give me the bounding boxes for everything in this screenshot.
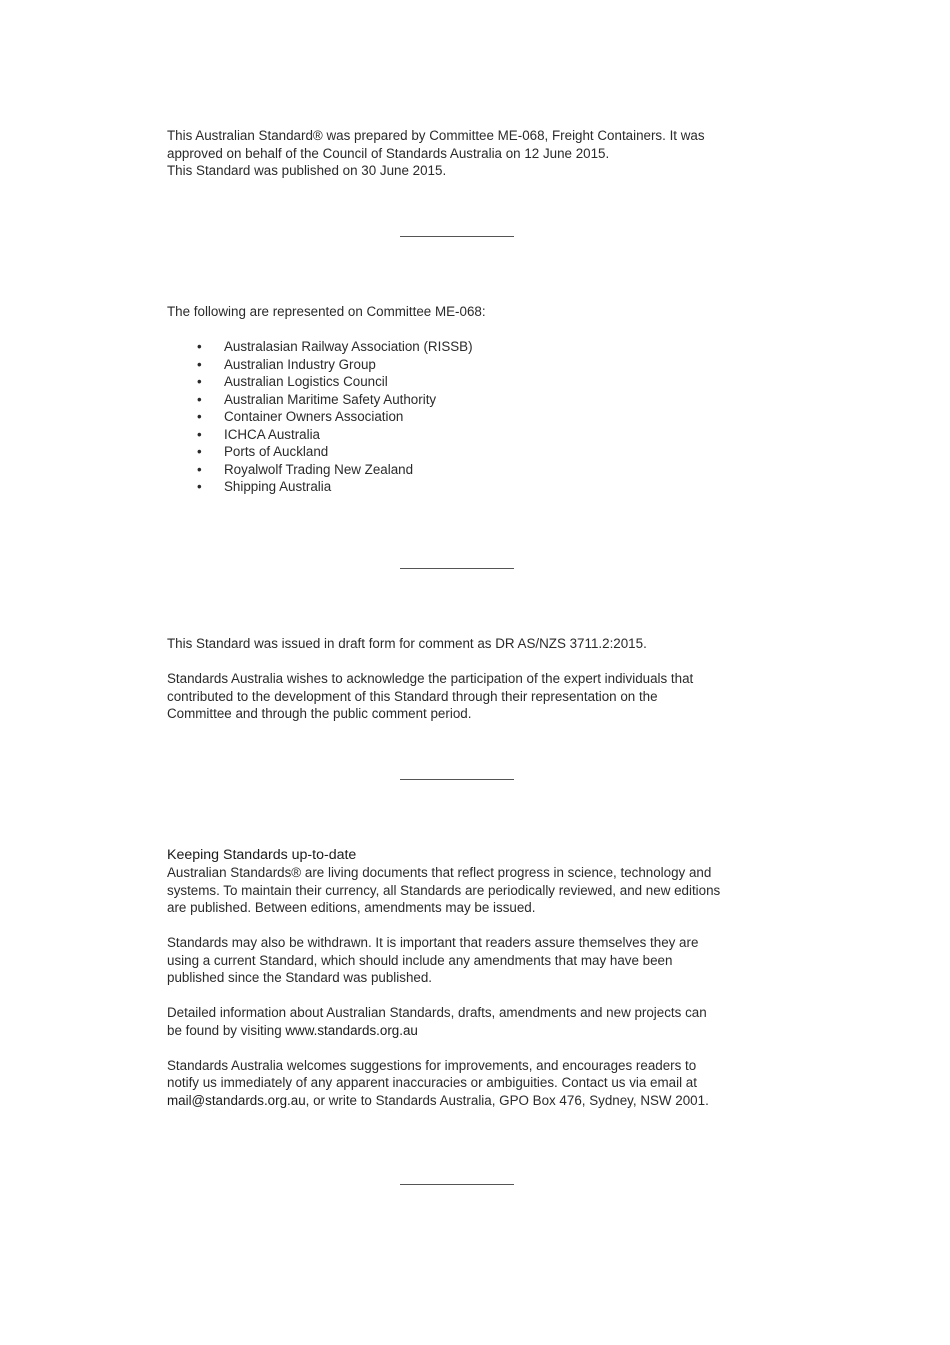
email-link[interactable]: mail@standards.org.au bbox=[167, 1092, 306, 1108]
paragraph-line: systems. To maintain their currency, all Standards are periodically reviewed, and new editions bbox=[167, 882, 721, 898]
list-item: • ICHCA Australia bbox=[197, 426, 321, 442]
paragraph-line: using a current Standard, which should include any amendments that may have been bbox=[167, 952, 673, 968]
paragraph-line: Standards Australia welcomes suggestions for improvements, and encourages readers to bbox=[167, 1057, 697, 1073]
paragraph-line: Detailed information about Australian Standards, drafts, amendments and new projects can bbox=[167, 1005, 707, 1020]
acknowledgement-line-2: contributed to the development of this Standard through their representation on the bbox=[167, 688, 658, 704]
paragraph-line: are published. Between editions, amendments may be issued. bbox=[167, 900, 536, 915]
paragraph-line: notify us immediately of any apparent inaccuracies or ambiguities. Contact us via email at bbox=[167, 1075, 697, 1090]
list-item: • Australasian Railway Association (RISSB) bbox=[197, 339, 473, 354]
prep-line-1: This Australian Standard® was prepared by Committee ME-068, Freight Containers. It was bbox=[167, 128, 705, 143]
list-item: • Container Owners Association bbox=[197, 409, 404, 424]
acknowledgement-line-3: Committee and through the public comment period. bbox=[167, 706, 472, 721]
paragraph-line: Australian Standards® are living documents that reflect progress in science, technology and bbox=[167, 865, 712, 880]
bullet-icon: • bbox=[197, 391, 202, 407]
divider-rule bbox=[400, 779, 514, 780]
committee-intro: The following are represented on Committee ME-068: bbox=[167, 304, 486, 319]
draft-notice: This Standard was issued in draft form for comment as DR AS/NZS 3711.2:2015. bbox=[167, 636, 647, 651]
divider-rule bbox=[400, 1184, 514, 1185]
bullet-icon: • bbox=[197, 409, 202, 424]
website-link[interactable]: www.standards.org.au bbox=[285, 1022, 418, 1038]
list-item: • Australian Industry Group bbox=[197, 356, 376, 372]
preparation-notice bbox=[167, 127, 767, 180]
bullet-icon: • bbox=[197, 356, 202, 372]
paragraph-line: Standards may also be withdrawn. It is important that readers assure themselves they are bbox=[167, 935, 699, 950]
list-item: • Ports of Auckland bbox=[197, 444, 329, 459]
draft-section bbox=[167, 635, 767, 723]
committee-members-list bbox=[167, 338, 767, 496]
list-item: • Shipping Australia bbox=[197, 479, 332, 494]
prep-line-3: This Standard was published on 30 June 2015. bbox=[167, 163, 447, 178]
section-heading: Keeping Standards up-to-date bbox=[167, 847, 357, 863]
paragraph-line: mail@standards.org.au, or write to Standards Australia, GPO Box 476, Sydney, NSW 2001. bbox=[167, 1092, 709, 1108]
up-to-date-section bbox=[167, 846, 767, 1109]
committee-section bbox=[167, 303, 767, 496]
list-item: • Royalwolf Trading New Zealand bbox=[197, 461, 414, 477]
bullet-icon: • bbox=[197, 374, 202, 389]
bullet-icon: • bbox=[197, 444, 202, 459]
paragraph-line: be found by visiting www.standards.org.au bbox=[167, 1022, 418, 1038]
bullet-icon: • bbox=[197, 479, 202, 494]
bullet-icon: • bbox=[197, 461, 202, 477]
list-item: • Australian Maritime Safety Authority bbox=[197, 391, 437, 407]
divider-rule bbox=[400, 236, 514, 237]
bullet-icon: • bbox=[197, 339, 202, 354]
list-item: • Australian Logistics Council bbox=[197, 374, 388, 389]
bullet-icon: • bbox=[197, 426, 202, 442]
acknowledgement-line-1: Standards Australia wishes to acknowledge the participation of the expert individuals that bbox=[167, 671, 694, 686]
divider-rule bbox=[400, 568, 514, 569]
paragraph-line: published since the Standard was published. bbox=[167, 970, 433, 985]
prep-line-2: approved on behalf of the Council of Standards Australia on 12 June 2015. bbox=[167, 145, 610, 161]
